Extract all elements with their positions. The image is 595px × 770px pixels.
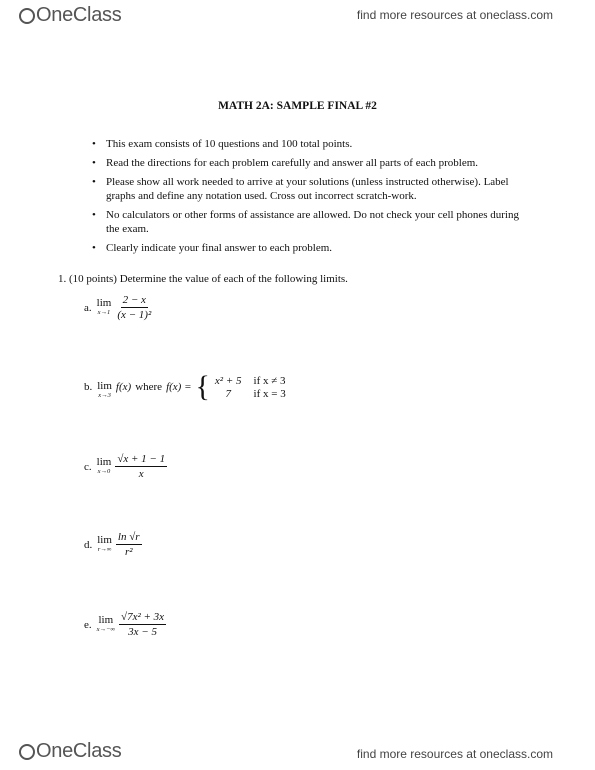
numerator: √x + 1 − 1 <box>115 453 167 467</box>
instruction-item: • No calculators or other forms of assistance are allowed. Do not check your cell phones during the exam. <box>92 208 532 236</box>
instruction-item: • This exam consists of 10 questions and 100 total points. <box>92 137 532 151</box>
lim-subscript: x→3 <box>98 391 111 399</box>
limit-operator <box>97 535 112 554</box>
logo-circle-icon <box>19 8 35 24</box>
logo-text: OneClass <box>36 740 122 762</box>
instruction-item: • Please show all work needed to arrive at your solutions (unless instructed otherwise). Label graphs and define any notation used. Cross out incorrect scratch-work. <box>92 175 532 203</box>
logo-circle-icon <box>19 744 35 760</box>
function-definition: f(x) = <box>166 381 192 393</box>
numerator: ln √r <box>116 531 142 545</box>
denominator: r² <box>124 546 133 559</box>
left-brace: { <box>195 370 210 403</box>
instructions-list <box>92 137 532 260</box>
question-1b <box>84 372 286 402</box>
fraction <box>116 531 142 558</box>
lim-text: lim <box>98 614 114 627</box>
fraction <box>119 611 166 638</box>
case-expression: x² + 5 <box>214 374 242 387</box>
case-expression: 7 <box>225 387 231 400</box>
header-resources-link[interactable]: find more resources at oneclass.com <box>356 8 553 22</box>
part-label: d. <box>84 538 93 551</box>
question-1c <box>84 453 167 480</box>
lim-text: lim <box>96 297 112 310</box>
instruction-item: • Clearly indicate your final answer to each problem. <box>92 241 532 255</box>
limit-operator <box>97 615 115 634</box>
lim-text: lim <box>97 534 112 547</box>
question-1e <box>84 611 166 638</box>
lim-subscript: x→−∞ <box>96 626 116 634</box>
part-label: b. <box>84 381 93 393</box>
exam-title: MATH 2A: SAMPLE FINAL #2 <box>218 100 377 112</box>
case-condition: if x = 3 <box>253 387 286 400</box>
fraction <box>115 294 153 321</box>
lim-subscript: x→0 <box>97 468 111 476</box>
lim-text: lim <box>97 379 112 392</box>
numerator: 2 − x <box>121 294 148 308</box>
oneclass-logo <box>19 4 121 27</box>
question-1-text: 1. (10 points) Determine the value of each of the following limits. <box>58 273 348 285</box>
limit-operator <box>97 298 112 317</box>
limit-operator <box>97 457 112 476</box>
footer-resources-link[interactable]: find more resources at oneclass.com <box>356 747 553 761</box>
denominator: x <box>138 468 144 481</box>
question-1d <box>84 531 142 558</box>
numerator: √7x² + 3x <box>119 611 166 625</box>
fraction <box>115 453 167 480</box>
part-label: a. <box>84 301 92 314</box>
case-condition: if x ≠ 3 <box>253 374 286 387</box>
question-1a <box>84 294 153 321</box>
denominator: 3x − 5 <box>128 626 157 639</box>
lim-subscript: x→1 <box>97 309 111 317</box>
part-label: e. <box>84 618 92 631</box>
oneclass-footer-logo <box>19 740 121 763</box>
where-text: where <box>135 381 163 393</box>
denominator: (x − 1)² <box>117 309 152 322</box>
logo-text: OneClass <box>36 4 122 26</box>
function-expression: f(x) <box>115 381 132 393</box>
piecewise-cases <box>215 375 286 400</box>
lim-text: lim <box>96 456 112 469</box>
instruction-item: • Read the directions for each problem carefully and answer all parts of each problem. <box>92 156 532 170</box>
limit-operator <box>97 381 112 400</box>
part-label: c. <box>84 460 92 473</box>
lim-subscript: r→∞ <box>97 546 112 554</box>
